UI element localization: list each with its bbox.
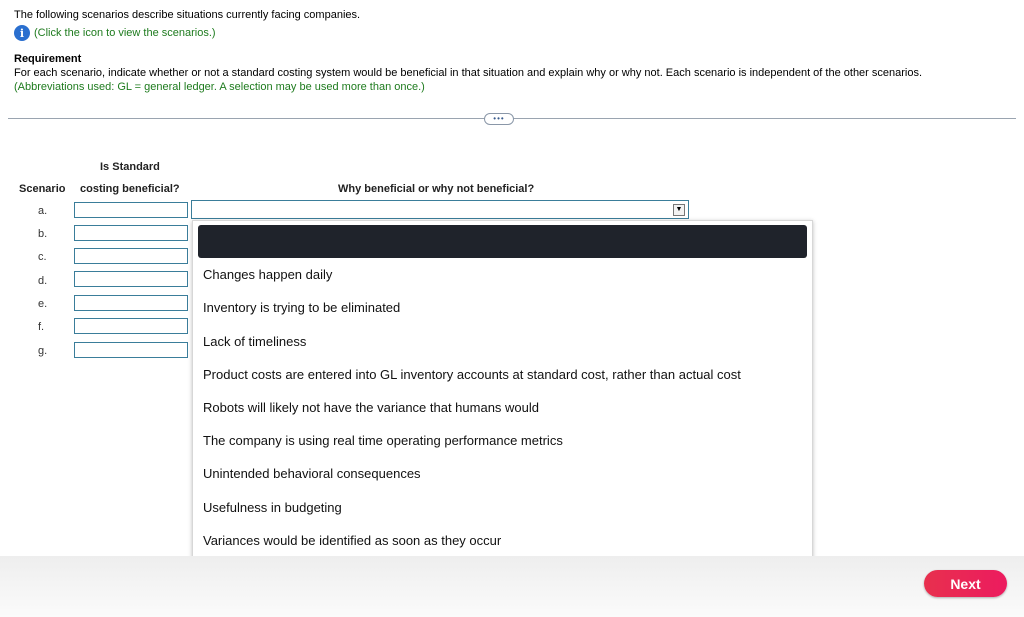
header-costing-beneficial: costing beneficial? [80,183,180,195]
scenario-label-g: g. [38,345,48,357]
requirement-title: Requirement [14,53,82,65]
scenario-label-b: b. [38,228,48,240]
more-options-icon[interactable]: ••• [484,113,514,125]
requirement-text: For each scenario, indicate whether or not a standard costing system would be beneficial in that situation and explain why or why not. Each scenario is independent of the other scenarios. [14,67,923,79]
beneficial-select-b[interactable] [74,225,188,241]
beneficial-select-g[interactable] [74,342,188,358]
dropdown-option[interactable]: Product costs are entered into GL inventory accounts at standard cost, rather than actual cost [203,367,741,382]
dropdown-option[interactable]: The company is using real time operating performance metrics [203,433,563,448]
dropdown-option[interactable]: Inventory is trying to be eliminated [203,300,401,315]
header-scenario: Scenario [19,183,66,195]
dropdown-option[interactable]: Robots will likely not have the variance that humans would [203,400,540,415]
beneficial-select-c[interactable] [74,248,188,264]
why-select-a[interactable] [191,200,689,219]
intro-text: The following scenarios describe situations currently facing companies. [14,9,361,21]
beneficial-select-d[interactable] [74,271,188,287]
info-row [14,25,216,41]
dropdown-option-blank[interactable] [198,225,807,258]
dropdown-arrow-icon[interactable]: ▼ [673,204,685,216]
scenario-label-a: a. [38,205,48,217]
scenario-label-c: c. [38,251,47,263]
beneficial-select-f[interactable] [74,318,188,334]
scenario-label-d: d. [38,275,48,287]
info-icon[interactable]: i [14,25,30,41]
scenario-label-e: e. [38,298,48,310]
beneficial-select-e[interactable] [74,295,188,311]
dropdown-option[interactable]: Unintended behavioral consequences [203,466,421,481]
scenario-label-f: f. [38,321,45,333]
header-why-beneficial: Why beneficial or why not beneficial? [338,183,535,195]
dropdown-option[interactable]: Lack of timeliness [203,334,307,349]
next-button[interactable]: Next [924,570,1007,597]
beneficial-select-a[interactable] [74,202,188,218]
dropdown-option[interactable]: Changes happen daily [203,267,333,282]
footer-bar [0,556,1024,617]
dropdown-option[interactable]: Variances would be identified as soon as they occur [203,533,502,548]
abbreviations-note: (Abbreviations used: GL = general ledger. A selection may be used more than once.) [14,81,425,93]
dropdown-option[interactable]: Usefulness in budgeting [203,500,342,515]
why-dropdown-list [192,220,813,564]
view-scenarios-link[interactable]: (Click the icon to view the scenarios.) [34,27,216,39]
header-is-standard: Is Standard [100,161,160,173]
